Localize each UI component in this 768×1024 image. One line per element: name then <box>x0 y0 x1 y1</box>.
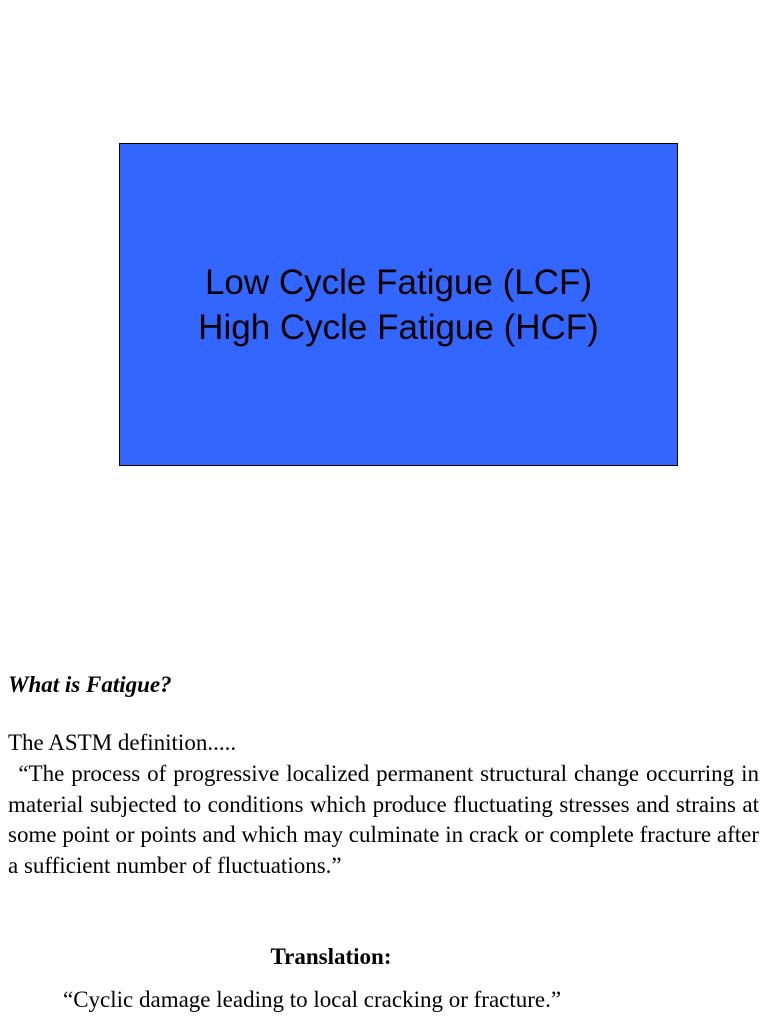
question-heading: What is Fatigue? <box>8 672 172 697</box>
translation-heading: Translation: <box>270 944 392 969</box>
definition-intro: The ASTM definition..... <box>8 730 237 755</box>
title-box <box>119 143 678 466</box>
definition-quote: “The process of progressive localized permanent structural change occurring in material subjected to conditions which produce fluctuating stresses and strains at some point or points and which may culminate in crack or complete fracture after a sufficient number of fluctuations.” <box>8 761 759 878</box>
title-line-lcf: Low Cycle Fatigue (LCF) <box>204 262 593 302</box>
title-line-hcf: High Cycle Fatigue (HCF) <box>198 307 599 347</box>
translation-text: “Cyclic damage leading to local cracking or fracture.” <box>63 987 562 1012</box>
